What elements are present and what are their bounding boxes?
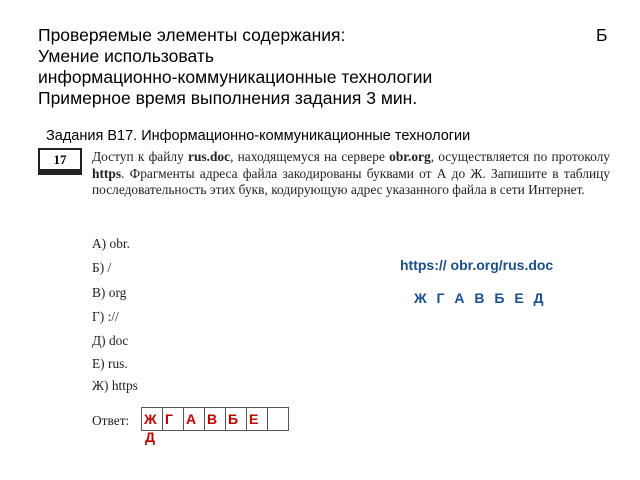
answer-cell[interactable]: [267, 407, 289, 431]
header-line-2: Умение использовать: [38, 46, 214, 66]
option-label: В): [92, 285, 106, 300]
option-value: rus.: [108, 356, 128, 371]
option-v: [92, 285, 126, 301]
option-label: Б): [92, 260, 105, 275]
header-line-3: информационно-коммуникационные технологии: [38, 67, 433, 87]
answer-table: [142, 407, 289, 431]
option-value: doc: [108, 333, 129, 348]
section-subtitle: Задания В17. Информационно-коммуникационные технологии: [46, 128, 471, 144]
task-protocol: https: [92, 165, 122, 181]
option-value: /: [107, 260, 112, 275]
task-text-prefix: Доступ к файлу: [92, 149, 189, 164]
task-text: [92, 149, 610, 199]
answer-cell[interactable]: А: [183, 407, 205, 431]
option-b: [92, 260, 111, 276]
option-value: ://: [107, 309, 119, 324]
task-server: obr.org: [389, 149, 431, 164]
option-label: Е): [92, 356, 105, 371]
header-line-4: Примерное время выполнения задания 3 мин.: [38, 88, 418, 108]
answer-cell[interactable]: Б: [225, 407, 247, 431]
solution-url: https:// obr.org/rus.doc: [400, 257, 554, 273]
task-text-rest: . Фрагменты адреса файла закодированы буквами от А до Ж. Запишите в таблицу последовательность этих букв, кодирующую адрес указанного файла в сети Интернет.: [92, 165, 610, 197]
answer-overflow-letter: Д: [145, 429, 155, 445]
option-a: [92, 236, 130, 252]
option-e: [92, 356, 128, 372]
option-label: А): [92, 236, 107, 251]
task-number-underline: [38, 171, 82, 175]
option-value: https: [111, 378, 138, 393]
task-text-mid1: , находящемуся на сервере: [230, 149, 390, 164]
answer-cell[interactable]: Ж: [141, 407, 163, 431]
header-letter: Б: [596, 25, 608, 45]
task-number: 17: [38, 148, 82, 171]
option-zh: [92, 378, 138, 394]
task-text-mid2: , осуществляется по протоколу: [430, 149, 610, 164]
option-d: [92, 333, 128, 349]
answer-cell[interactable]: Е: [246, 407, 268, 431]
option-value: obr.: [109, 236, 130, 251]
answer-label: Ответ:: [92, 413, 130, 428]
task-file: rus.doc: [188, 149, 231, 164]
option-label: Д): [92, 333, 106, 348]
answer-cell[interactable]: Г: [162, 407, 184, 431]
option-label: Г): [92, 309, 105, 324]
solution-letters: Ж Г А В Б Е Д: [414, 290, 544, 306]
option-value: org: [108, 285, 127, 300]
option-label: Ж): [92, 378, 109, 393]
header-line-1: Проверяемые элементы содержания:: [38, 25, 346, 45]
answer-cell[interactable]: В: [204, 407, 226, 431]
option-g: [92, 309, 119, 325]
